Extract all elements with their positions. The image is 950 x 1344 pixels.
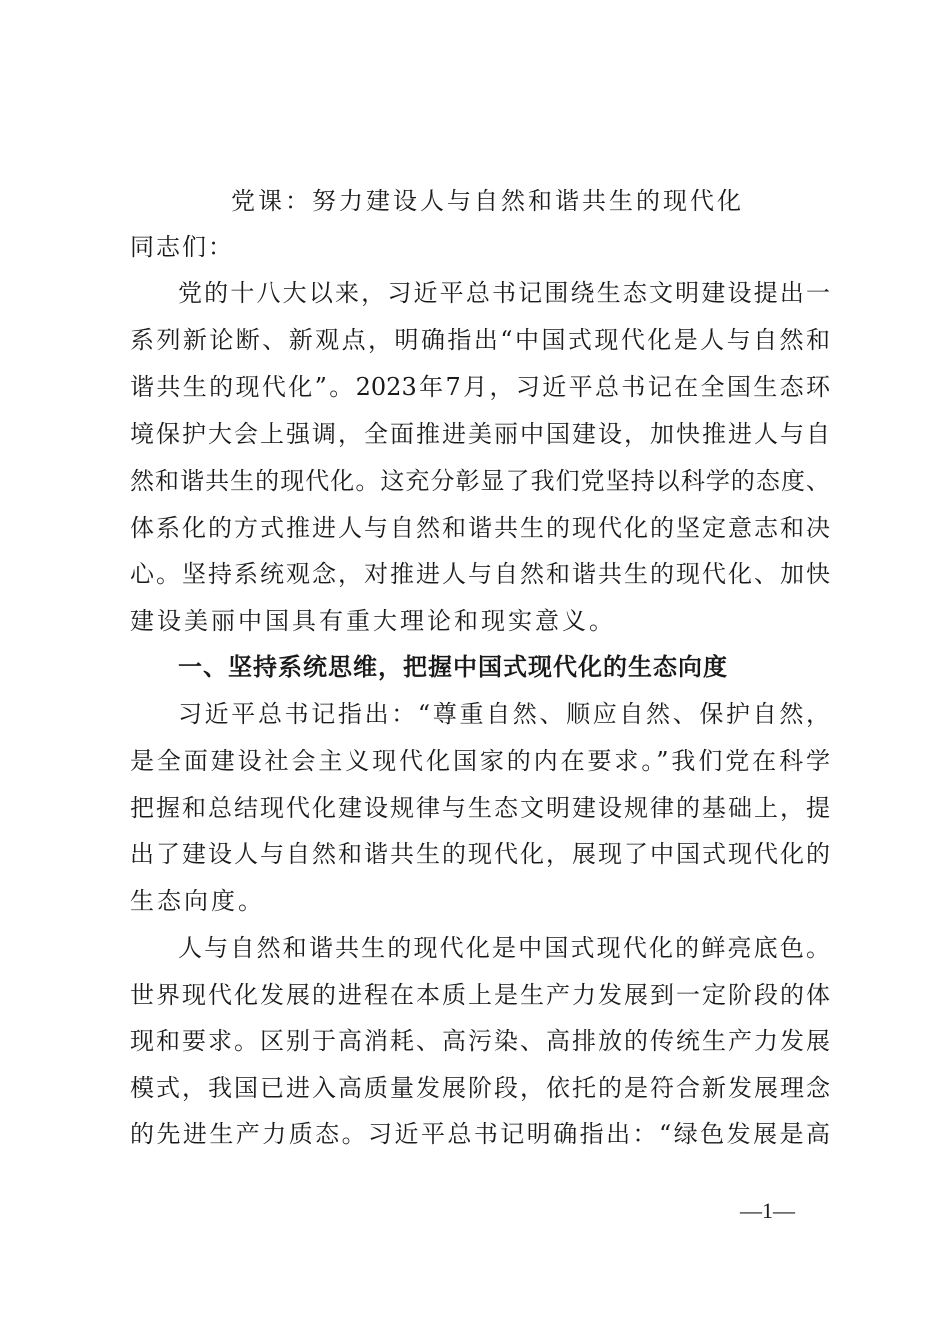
- paragraph-line: 境保护大会上强调，全面推进美丽中国建设，加快推进人与自: [130, 420, 830, 448]
- page-number: —1—: [740, 1198, 795, 1223]
- paragraph-line: 体系化的方式推进人与自然和谐共生的现代化的坚定意志和决: [130, 514, 830, 542]
- paragraph-line: 系列新论断、新观点，明确指出“中国式现代化是人与自然和: [130, 326, 830, 354]
- paragraph-line: 心。坚持系统观念，对推进人与自然和谐共生的现代化、加快: [130, 560, 830, 588]
- salutation: 同志们：: [130, 233, 234, 261]
- paragraph-line: 出了建设人与自然和谐共生的现代化，展现了中国式现代化的: [130, 840, 830, 868]
- paragraph-line: 把握和总结现代化建设规律与生态文明建设规律的基础上，提: [130, 794, 830, 822]
- document-title: 党课：努力建设人与自然和谐共生的现代化: [231, 187, 744, 215]
- paragraph-line: 人与自然和谐共生的现代化是中国式现代化的鲜亮底色。: [178, 934, 830, 962]
- paragraph-line: 的先进生产力质态。习近平总书记明确指出：“绿色发展是高: [130, 1120, 830, 1148]
- paragraph-line: 现和要求。区别于高消耗、高污染、高排放的传统生产力发展: [130, 1027, 830, 1055]
- paragraph-line: 世界现代化发展的进程在本质上是生产力发展到一定阶段的体: [130, 981, 830, 1009]
- section-heading: 一、坚持系统思维，把握中国式现代化的生态向度: [178, 653, 728, 681]
- paragraph-line: 建设美丽中国具有重大理论和现实意义。: [130, 607, 616, 635]
- paragraph-line: 谐共生的现代化”。2023年7月，习近平总书记在全国生态环: [130, 373, 830, 401]
- paragraph-line: 习近平总书记指出：“尊重自然、顺应自然、保护自然，: [178, 700, 830, 728]
- paragraph-line: 模式，我国已进入高质量发展阶段，依托的是符合新发展理念: [130, 1074, 830, 1102]
- paragraph-line: 生态向度。: [130, 887, 265, 915]
- paragraph-line: 党的十八大以来，习近平总书记围绕生态文明建设提出一: [178, 279, 830, 307]
- paragraph-line: 是全面建设社会主义现代化国家的内在要求。”我们党在科学: [130, 747, 830, 775]
- paragraph-line: 然和谐共生的现代化。这充分彰显了我们党坚持以科学的态度、: [130, 467, 830, 495]
